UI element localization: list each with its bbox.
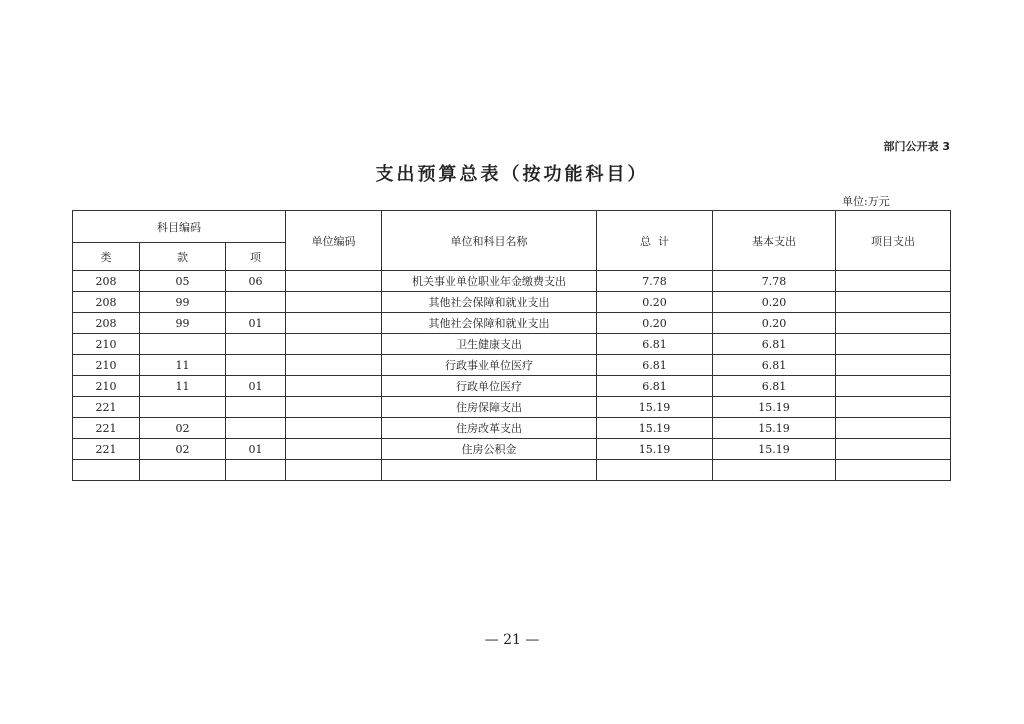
cell-item bbox=[226, 355, 286, 376]
cell-item: 01 bbox=[226, 376, 286, 397]
cell-name: 住房保障支出 bbox=[382, 397, 597, 418]
table-row bbox=[73, 460, 951, 481]
cell-unit-code bbox=[286, 418, 382, 439]
cell-basic: 15.19 bbox=[713, 397, 836, 418]
cell-category: 221 bbox=[73, 439, 140, 460]
cell-total bbox=[597, 460, 713, 481]
cell-unit-code bbox=[286, 313, 382, 334]
header-project: 项目支出 bbox=[836, 211, 951, 271]
cell-item bbox=[226, 460, 286, 481]
cell-item bbox=[226, 292, 286, 313]
cell-unit-code bbox=[286, 460, 382, 481]
cell-total: 6.81 bbox=[597, 376, 713, 397]
cell-unit-code bbox=[286, 334, 382, 355]
cell-name: 住房改革支出 bbox=[382, 418, 597, 439]
cell-category: 208 bbox=[73, 292, 140, 313]
cell-name bbox=[382, 460, 597, 481]
cell-total: 0.20 bbox=[597, 292, 713, 313]
cell-section: 11 bbox=[140, 376, 226, 397]
page-title: 支出预算总表（按功能科目） bbox=[375, 164, 649, 185]
cell-name: 卫生健康支出 bbox=[382, 334, 597, 355]
cell-section bbox=[140, 397, 226, 418]
table-row bbox=[73, 397, 951, 418]
table-row bbox=[73, 376, 951, 397]
table-row bbox=[73, 355, 951, 376]
cell-basic: 6.81 bbox=[713, 376, 836, 397]
header-name: 单位和科目名称 bbox=[382, 211, 597, 271]
cell-name: 其他社会保障和就业支出 bbox=[382, 313, 597, 334]
cell-name: 行政单位医疗 bbox=[382, 376, 597, 397]
cell-total: 7.78 bbox=[597, 271, 713, 292]
header-unit-code: 单位编码 bbox=[286, 211, 382, 271]
cell-project bbox=[836, 334, 951, 355]
cell-project bbox=[836, 418, 951, 439]
cell-total: 0.20 bbox=[597, 313, 713, 334]
cell-total: 15.19 bbox=[597, 439, 713, 460]
header-category: 类 bbox=[73, 243, 140, 271]
header-subject-code: 科目编码 bbox=[73, 211, 286, 243]
cell-item bbox=[226, 334, 286, 355]
header-section: 款 bbox=[140, 243, 226, 271]
cell-category bbox=[73, 460, 140, 481]
unit-label: 单位:万元 bbox=[842, 195, 890, 208]
table-header-row bbox=[73, 211, 951, 243]
cell-section bbox=[140, 460, 226, 481]
cell-name: 行政事业单位医疗 bbox=[382, 355, 597, 376]
cell-section: 02 bbox=[140, 439, 226, 460]
cell-section: 11 bbox=[140, 355, 226, 376]
cell-project bbox=[836, 460, 951, 481]
cell-name: 其他社会保障和就业支出 bbox=[382, 292, 597, 313]
cell-unit-code bbox=[286, 355, 382, 376]
cell-name: 住房公积金 bbox=[382, 439, 597, 460]
table-row bbox=[73, 292, 951, 313]
table-row bbox=[73, 334, 951, 355]
cell-category: 210 bbox=[73, 334, 140, 355]
table-body bbox=[73, 271, 951, 481]
cell-total: 6.81 bbox=[597, 355, 713, 376]
page-number: — 21 — bbox=[484, 632, 540, 648]
cell-total: 6.81 bbox=[597, 334, 713, 355]
cell-basic: 7.78 bbox=[713, 271, 836, 292]
cell-item: 06 bbox=[226, 271, 286, 292]
cell-basic: 0.20 bbox=[713, 292, 836, 313]
cell-section: 99 bbox=[140, 292, 226, 313]
cell-project bbox=[836, 355, 951, 376]
cell-section: 02 bbox=[140, 418, 226, 439]
cell-project bbox=[836, 271, 951, 292]
cell-basic: 6.81 bbox=[713, 355, 836, 376]
table-row bbox=[73, 271, 951, 292]
cell-section bbox=[140, 334, 226, 355]
budget-table bbox=[72, 210, 951, 481]
cell-name: 机关事业单位职业年金缴费支出 bbox=[382, 271, 597, 292]
cell-project bbox=[836, 313, 951, 334]
table-row bbox=[73, 439, 951, 460]
cell-unit-code bbox=[286, 376, 382, 397]
cell-section: 05 bbox=[140, 271, 226, 292]
cell-category: 208 bbox=[73, 271, 140, 292]
cell-project bbox=[836, 292, 951, 313]
cell-item: 01 bbox=[226, 439, 286, 460]
cell-basic bbox=[713, 460, 836, 481]
cell-basic: 15.19 bbox=[713, 439, 836, 460]
cell-unit-code bbox=[286, 439, 382, 460]
cell-category: 221 bbox=[73, 418, 140, 439]
cell-unit-code bbox=[286, 397, 382, 418]
cell-category: 210 bbox=[73, 376, 140, 397]
header-total: 总 计 bbox=[597, 211, 713, 271]
cell-section: 99 bbox=[140, 313, 226, 334]
table-row bbox=[73, 418, 951, 439]
cell-category: 210 bbox=[73, 355, 140, 376]
cell-unit-code bbox=[286, 292, 382, 313]
cell-basic: 6.81 bbox=[713, 334, 836, 355]
header-item: 项 bbox=[226, 243, 286, 271]
cell-item bbox=[226, 397, 286, 418]
cell-project bbox=[836, 397, 951, 418]
cell-category: 208 bbox=[73, 313, 140, 334]
cell-project bbox=[836, 376, 951, 397]
cell-project bbox=[836, 439, 951, 460]
cell-total: 15.19 bbox=[597, 418, 713, 439]
cell-basic: 15.19 bbox=[713, 418, 836, 439]
cell-category: 221 bbox=[73, 397, 140, 418]
cell-basic: 0.20 bbox=[713, 313, 836, 334]
cell-total: 15.19 bbox=[597, 397, 713, 418]
table-label: 部门公开表 3 bbox=[883, 140, 950, 153]
table-row bbox=[73, 313, 951, 334]
cell-item: 01 bbox=[226, 313, 286, 334]
header-basic: 基本支出 bbox=[713, 211, 836, 271]
cell-unit-code bbox=[286, 271, 382, 292]
cell-item bbox=[226, 418, 286, 439]
